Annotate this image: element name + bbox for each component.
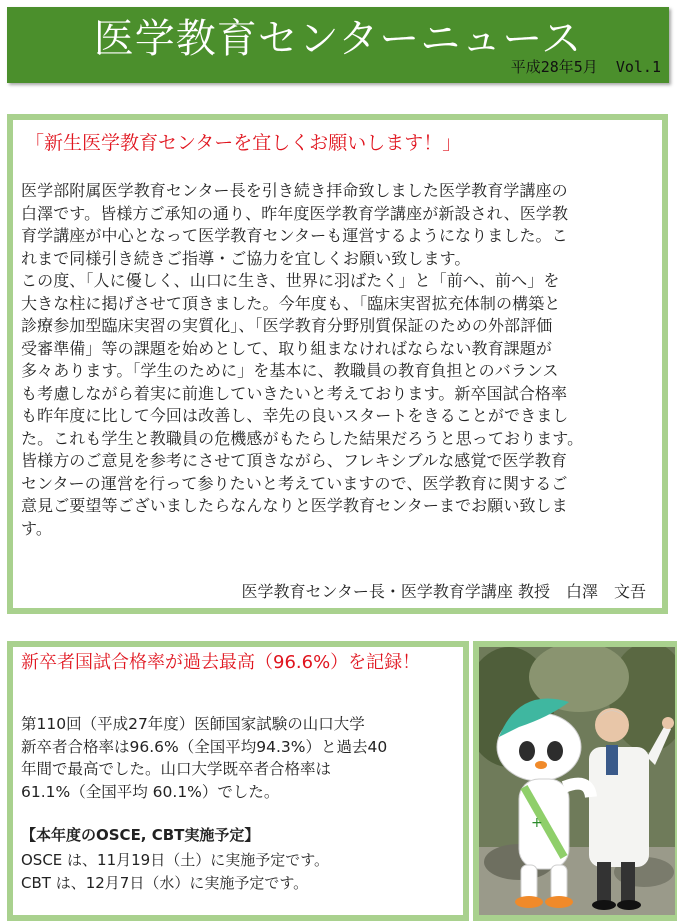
greeting-line: た。これも学生と教職員の危機感がもたらした結果だろうと思っております。 — [21, 428, 584, 448]
greeting-line: この度、「人に優しく、山口に生き、世界に羽ばたく」と「前へ、前へ」を — [21, 271, 560, 290]
greeting-line: 白澤です。皆様方ご承知の通り、昨年度医学教育学講座が新設され、医学教 — [21, 203, 569, 223]
greeting-line: センターの運営を行って参りたいと考えていますので、医学教育に関するご — [21, 473, 568, 493]
greeting-line: 大きな柱に掲げさせて頂きました。今年度も、「臨床実習拡充体制の構築と — [21, 293, 561, 313]
schedule-title: 【本年度のOSCE, CBT実施予定】 — [21, 826, 260, 844]
svg-text:+: + — [531, 815, 543, 831]
greeting-line: す。 — [21, 518, 52, 538]
greeting-article — [7, 114, 668, 614]
schedule-item: CBT は、12月7日（水）に実施予定です。 — [21, 874, 309, 892]
greeting-line: 医学部附属医学教育センター長を引き続き拝命致しました医学教育学講座の — [21, 181, 568, 200]
schedule-list — [21, 849, 329, 895]
exam-headline: 新卒者国試合格率が過去最高（96.6%）を記録！ — [21, 652, 421, 673]
greeting-line: も昨年度に比して今回は改善し、幸先の良いスタートをきることができまし — [21, 406, 569, 425]
greeting-body — [21, 180, 661, 540]
greeting-line: 受審準備」等の課題を始めとして、取り組まなければならない教育課題が — [21, 338, 552, 358]
greeting-line: れまで同様引き続きご指導・ご協力を宜しくお願い致します。 — [21, 248, 471, 268]
greeting-headline: 「新生医学教育センターを宜しくお願いします！」 — [25, 132, 462, 154]
exam-line: 新卒者合格率は96.6%（全国平均94.3%）と過去40 — [21, 737, 388, 756]
greeting-line: 診療参加型臨床実習の実質化」、「医学教育分野別質保証のための外部評価 — [21, 316, 553, 335]
exam-line: 年間で最高でした。山口大学既卒者合格率は — [21, 760, 332, 778]
mascot-photo — [473, 641, 677, 921]
greeting-line: 育学講座が中心となって医学教育センターも運営するようになりました。こ — [21, 226, 568, 245]
exam-line: 61.1%（全国平均 60.1%）でした。 — [21, 782, 280, 801]
mascot-photo-illustration — [479, 647, 675, 915]
greeting-line: も考慮しながら着実に前進していきたいと考えております。新卒国試合格率 — [21, 383, 568, 403]
issue-info: 平成28年5月 Vol.1 — [510, 58, 661, 76]
exam-article — [7, 641, 469, 921]
greeting-signature: 医学教育センター長・医学教育学講座 教授 白澤 文吾 — [241, 582, 646, 601]
exam-body — [21, 713, 446, 803]
greeting-line: 意見ご要望等ございましたらなんなりと医学教育センターまでお願い致しま — [21, 496, 568, 515]
exam-line: 第110回（平成27年度）医師国家試験の山口大学 — [21, 715, 365, 733]
newsletter-title: 医学教育センターニュース — [93, 16, 583, 62]
greeting-line: 皆様方のご意見を参考にさせて頂きながら、フレキシブルな感覚で医学教育 — [21, 451, 567, 470]
greeting-line: 多々あります。「学生のために」を基本に、教職員の教育負担とのバランス — [21, 361, 559, 380]
newsletter-header — [7, 7, 669, 83]
schedule-item: OSCE は、11月19日（土）に実施予定です。 — [21, 851, 330, 869]
